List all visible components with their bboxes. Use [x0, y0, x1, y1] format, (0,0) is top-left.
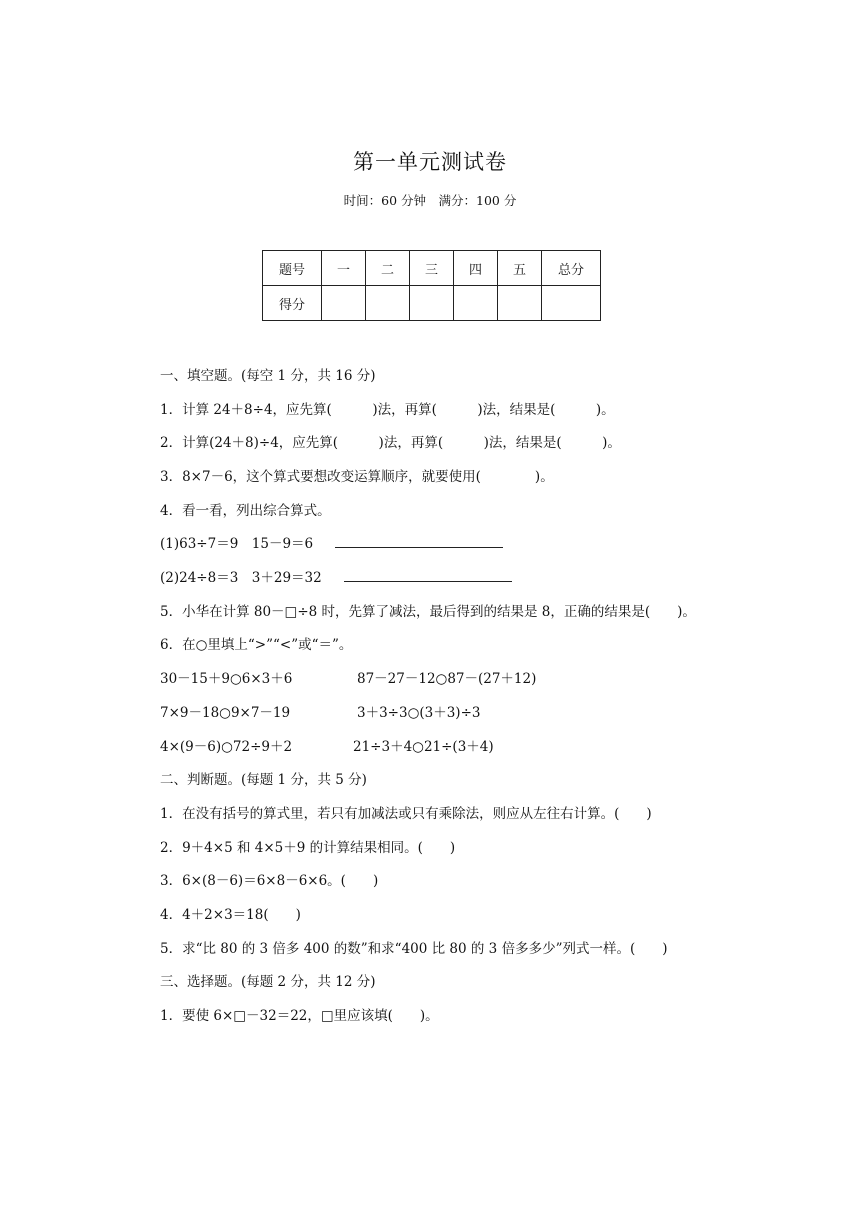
question-line: 2．计算(24＋8)÷4，应先算( )法，再算( )法，结果是( )。	[160, 435, 621, 451]
compare-expression-right: 3＋3÷3○(3＋3)÷3	[357, 705, 481, 721]
score-cell[interactable]	[366, 286, 410, 321]
question-line: 1．在没有括号的算式里，若只有加减法或只有乘除法，则应从左往右计算。( )	[160, 806, 652, 822]
compare-expression-left: 4×(9－6)○72÷9＋2	[160, 739, 293, 755]
compare-expression-left: 7×9－18○9×7－19	[160, 705, 291, 721]
question-line: 5．小华在计算 80－□÷8 时，先算了减法，最后得到的结果是 8，正确的结果是( )。	[160, 604, 696, 620]
answer-blank[interactable]	[344, 569, 512, 582]
question-subitem	[160, 532, 503, 552]
header-cell: 三	[410, 251, 454, 286]
score-cell[interactable]	[322, 286, 366, 321]
page-title: 第一单元测试卷	[353, 150, 507, 174]
header-cell: 题号	[263, 251, 322, 286]
row-label: 得分	[263, 286, 322, 321]
question-line: 2．9＋4×5 和 4×5＋9 的计算结果相同。( )	[160, 840, 456, 856]
question-subitem	[160, 566, 512, 586]
question-line: 6．在○里填上“>”“<”或“＝”。	[160, 637, 353, 653]
score-table-header-row	[263, 251, 601, 286]
score-cell[interactable]	[542, 286, 601, 321]
score-cell[interactable]	[498, 286, 542, 321]
subitem-text: (2)24÷8＝3 3＋29＝32	[160, 570, 322, 586]
compare-expression-left: 30－15＋9○6×3＋6	[160, 671, 293, 687]
compare-expression-right: 21÷3＋4○21÷(3＋4)	[353, 739, 494, 755]
question-line: 1．计算 24＋8÷4，应先算( )法，再算( )法，结果是( )。	[160, 402, 615, 418]
question-line: 3．6×(8－6)＝6×8－6×6。( )	[160, 873, 379, 889]
header-cell: 总分	[542, 251, 601, 286]
answer-blank[interactable]	[335, 535, 503, 548]
header-cell: 五	[498, 251, 542, 286]
compare-expression-right: 87－27－12○87－(27＋12)	[357, 671, 537, 687]
subitem-text: (1)63÷7＝9 15－9＝6	[160, 536, 314, 552]
question-line: 1．要使 6×□－32＝22，□里应该填( )。	[160, 1008, 439, 1024]
header-cell: 二	[366, 251, 410, 286]
section-heading-fill-blank: 一、填空题。(每空 1 分，共 16 分)	[160, 368, 376, 384]
score-cell[interactable]	[410, 286, 454, 321]
score-table-score-row	[263, 286, 601, 321]
header-cell: 四	[454, 251, 498, 286]
score-table	[262, 250, 601, 321]
score-cell[interactable]	[454, 286, 498, 321]
question-line: 5．求“比 80 的 3 倍多 400 的数”和求“400 比 80 的 3 倍多多少”列式一样。( )	[160, 941, 668, 957]
question-line: 3．8×7－6，这个算式要想改变运算顺序，就要使用( )。	[160, 469, 554, 485]
exam-info: 时间：60 分钟 满分：100 分	[343, 193, 517, 208]
question-line: 4．4＋2×3＝18( )	[160, 907, 301, 923]
section-heading-true-false: 二、判断题。(每题 1 分，共 5 分)	[160, 772, 367, 788]
section-heading-multiple-choice: 三、选择题。(每题 2 分，共 12 分)	[160, 974, 376, 990]
question-line: 4．看一看，列出综合算式。	[160, 503, 331, 519]
header-cell: 一	[322, 251, 366, 286]
